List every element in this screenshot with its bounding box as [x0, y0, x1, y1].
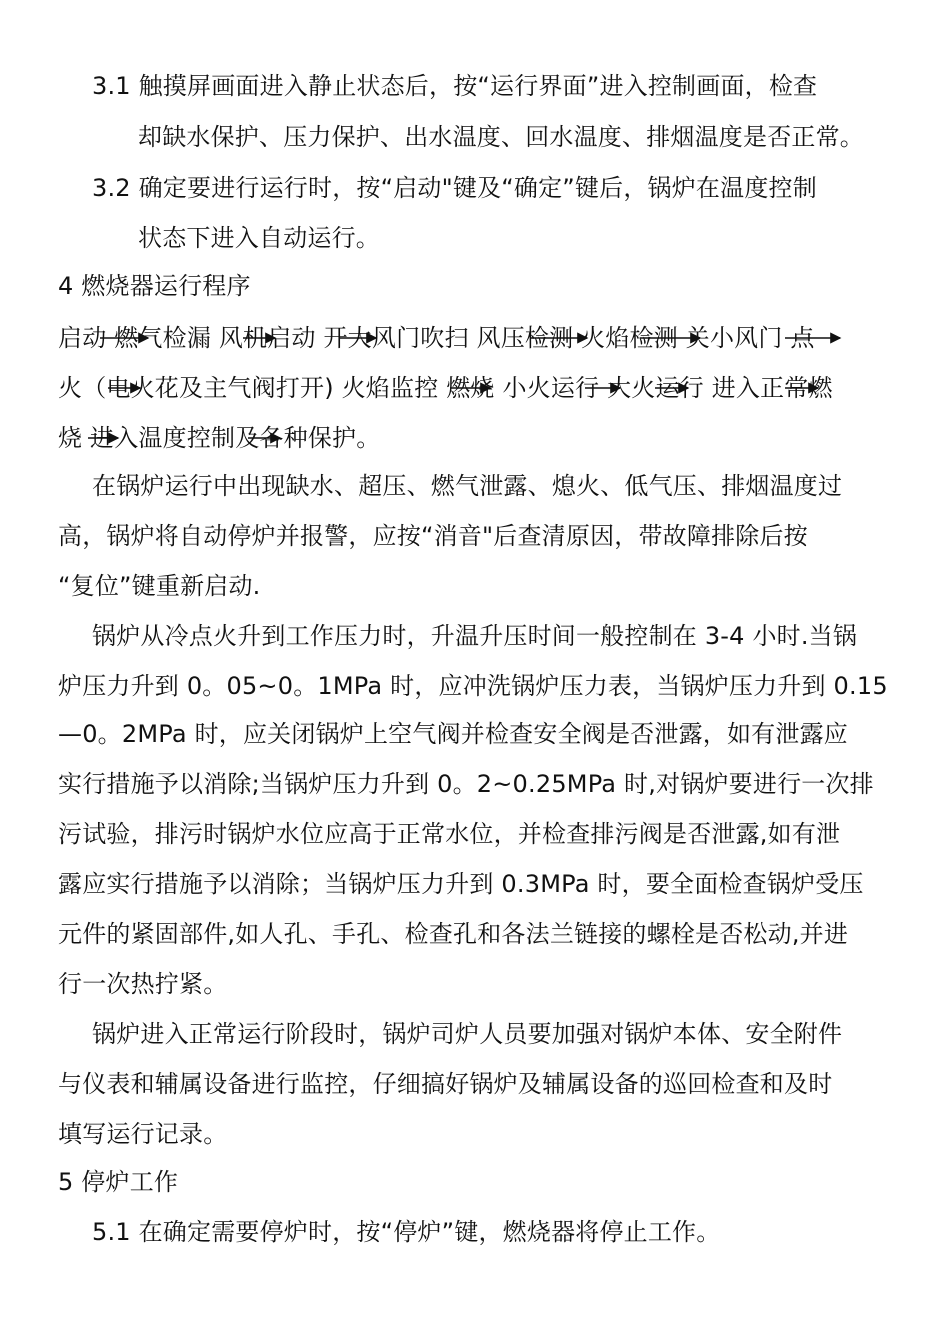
paragraph-2-line-7: 元件的紧固部件,如人孔、手孔、检查孔和各法兰链接的螺栓是否松动,并进 — [58, 920, 849, 948]
paragraph-3-line-1: 锅炉进入正常运行阶段时，锅炉司炉人员要加强对锅炉本体、安全附件 — [92, 1020, 843, 1048]
flow-line-2: 火（电火花及主气阀打开) 火焰监控 燃烧 小火运行 大火运行 进入正常燃 — [58, 374, 833, 402]
paragraph-2-line-6: 露应实行措施予以消除；当锅炉压力升到 0.3MPa 时，要全面检查锅炉受压 — [58, 870, 864, 898]
section-3-1-line-2: 却缺水保护、压力保护、出水温度、回水温度、排烟温度是否正常。 — [138, 123, 864, 151]
paragraph-1-line-3: “复位”键重新启动. — [58, 572, 261, 600]
section-3-2-line-2: 状态下进入自动运行。 — [138, 224, 380, 252]
paragraph-2-line-8: 行一次热拧紧。 — [58, 970, 228, 998]
paragraph-2-line-2: 炉压力升到 0。05~0。1MPa 时，应冲洗锅炉压力表，当锅炉压力升到 0.15 — [58, 672, 888, 700]
section-5-1: 5.1 在确定需要停炉时，按“停炉”键，燃烧器将停止工作。 — [92, 1218, 721, 1246]
heading-5: 5 停炉工作 — [58, 1168, 179, 1196]
paragraph-1-line-2: 高，锅炉将自动停炉并报警，应按“消音"后查清原因，带故障排除后按 — [58, 522, 808, 550]
flow-line-1: 启动 燃气检漏 风机启动 开大风门吹扫 风压检测 火焰检测 关小风门 点 — [58, 324, 815, 352]
section-3-2-line-1: 3.2 确定要进行运行时，按“启动"键及“确定”键后，锅炉在温度控制 — [92, 174, 817, 202]
paragraph-2-line-5: 污试验，排污时锅炉水位应高于正常水位，并检查排污阀是否泄露,如有泄 — [58, 820, 841, 848]
paragraph-3-line-2: 与仪表和辅属设备进行监控，仔细搞好锅炉及辅属设备的巡回检查和及时 — [58, 1070, 833, 1098]
paragraph-2-line-3: —0。2MPa 时，应关闭锅炉上空气阀并检查安全阀是否泄露，如有泄露应 — [58, 720, 848, 748]
paragraph-1-line-1: 在锅炉运行中出现缺水、超压、燃气泄露、熄火、低气压、排烟温度过 — [92, 472, 843, 500]
paragraph-2-line-1: 锅炉从冷点火升到工作压力时，升温升压时间一般控制在 3-4 小时.当锅 — [92, 622, 858, 650]
paragraph-2-line-4: 实行措施予以消除;当锅炉压力升到 0。2~0.25MPa 时,对锅炉要进行一次排 — [58, 770, 874, 798]
section-3-1-line-1: 3.1 触摸屏画面进入静止状态后，按“运行界面”进入控制画面，检查 — [92, 72, 818, 100]
flow-line-3: 烧 进入温度控制及各种保护。 — [58, 424, 381, 452]
paragraph-3-line-3: 填写运行记录。 — [58, 1120, 228, 1148]
heading-4: 4 燃烧器运行程序 — [58, 272, 251, 300]
